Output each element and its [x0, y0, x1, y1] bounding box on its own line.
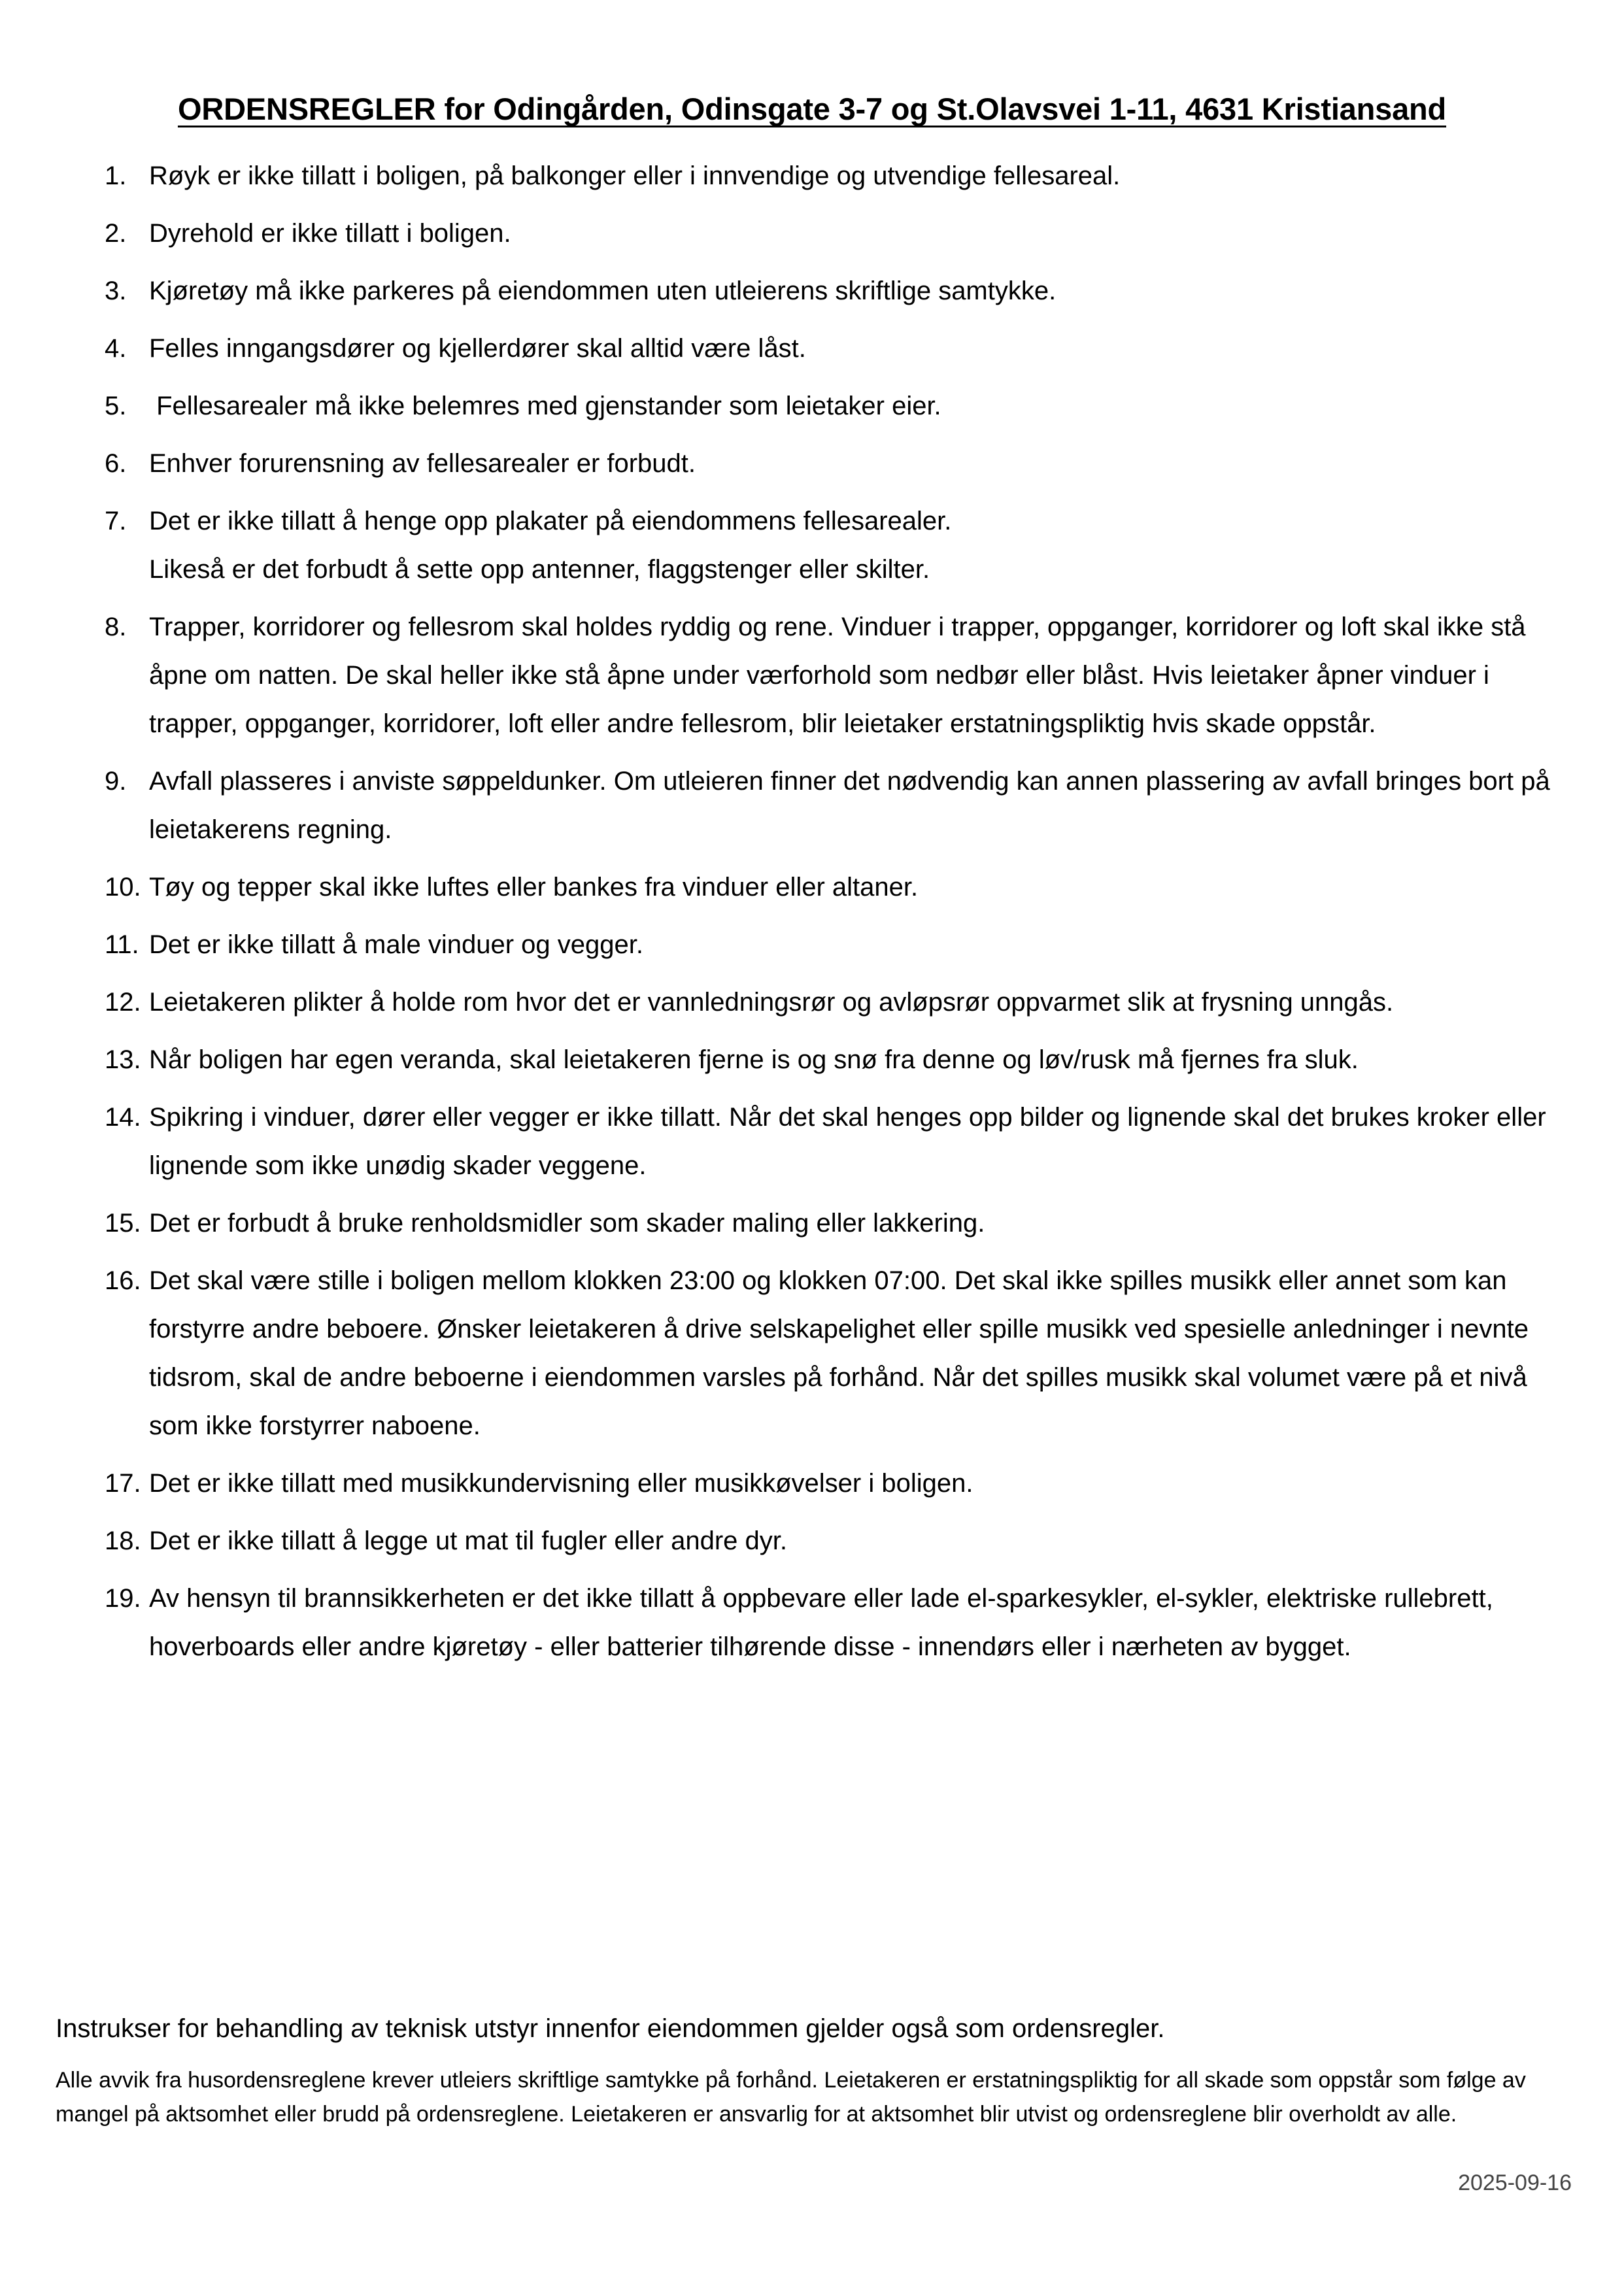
rule-paragraph: Dyrehold er ikke tillatt i boligen.: [149, 219, 511, 248]
rule-number: 18.: [105, 1527, 141, 1555]
rule-number: 10.: [105, 873, 141, 902]
rule-paragraph: Tøy og tepper skal ikke luftes eller bankes fra vinduer eller altaner.: [149, 873, 919, 902]
rule-body: [149, 324, 1569, 373]
rule-number: 1.: [105, 161, 127, 190]
rule-paragraph: Av hensyn til brannsikkerheten er det ikke tillatt å oppbevare eller lade el-sparkesykler, el-sykler, elektriske rullebrett, hoverboards eller andre kjøretøy - eller batterier tilhørende disse - innendørs eller i nærheten av bygget.: [149, 1584, 1493, 1661]
closing-statement: Instrukser for behandling av teknisk utstyr innenfor eiendommen gjelder også som ordensregler.: [56, 2014, 1165, 2043]
rule-body: [149, 382, 1569, 430]
rule-number: 16.: [105, 1266, 141, 1295]
rule-number: 3.: [105, 277, 127, 305]
rule-body: [149, 1517, 1569, 1565]
rule-number: 13.: [105, 1045, 141, 1074]
rule-body: [149, 920, 1569, 969]
rule-number: 5.: [105, 392, 127, 420]
rule-paragraph: Fellesarealer må ikke belemres med gjenstander som leietaker eier.: [156, 392, 941, 420]
page-title-text: ORDENSREGLER for Odingården, Odinsgate 3-7 og St.Olavsvei 1-11, 4631 Kristiansand: [177, 92, 1447, 127]
rule-body: [149, 603, 1569, 748]
rule-body: [149, 1257, 1569, 1450]
rule-body: [149, 1036, 1569, 1084]
rule-number: 2.: [105, 219, 127, 248]
rule-item: [0, 152, 1624, 200]
rule-body: [149, 497, 1569, 594]
rule-body: [149, 863, 1569, 911]
rule-paragraph: Det skal være stille i boligen mellom klokken 23:00 og klokken 07:00. Det skal ikke spilles musikk eller annet som kan forstyrre andre beboere. Ønsker leietakeren å drive selskapelighet eller spille musikk ved spesielle anledninger i nevnte tidsrom, skal de andre beboerne i eiendommen varsles på forhånd. Når det spilles musikk skal volumet være på et nivå som ikke forstyrrer naboene.: [149, 1266, 1529, 1440]
rule-paragraph: Likeså er det forbudt å sette opp antenner, flaggstenger eller skilter.: [149, 555, 930, 584]
rule-paragraph: Det er ikke tillatt å male vinduer og vegger.: [149, 930, 643, 959]
rule-paragraph: Det er forbudt å bruke renholdsmidler som skader maling eller lakkering.: [149, 1209, 985, 1238]
rule-item: [0, 978, 1624, 1026]
rules-list: [0, 152, 1624, 1680]
rule-paragraph: Når boligen har egen veranda, skal leietakeren fjerne is og snø fra denne og løv/rusk må fjernes fra sluk.: [149, 1045, 1359, 1074]
rule-paragraph: Spikring i vinduer, dører eller vegger er ikke tillatt. Når det skal henges opp bilder og lignende skal det brukes kroker eller lignende som ikke unødig skader veggene.: [149, 1103, 1546, 1180]
rule-paragraph: Felles inngangsdører og kjellerdører skal alltid være låst.: [149, 334, 806, 363]
rule-number: 12.: [105, 988, 141, 1017]
rule-item: [0, 324, 1624, 373]
rule-item: [0, 603, 1624, 748]
rule-number: 19.: [105, 1584, 141, 1613]
rule-item: [0, 209, 1624, 258]
rule-item: [0, 497, 1624, 594]
rule-body: [149, 267, 1569, 315]
rule-item: [0, 863, 1624, 911]
rule-body: [149, 1574, 1569, 1671]
rule-body: [149, 757, 1569, 854]
rule-number: 11.: [105, 930, 139, 959]
rule-paragraph: Trapper, korridorer og fellesrom skal holdes ryddig og rene. Vinduer i trapper, oppganger, korridorer og loft skal ikke stå åpne om natten. De skal heller ikke stå åpne under værforhold som nedbør eller blåst. Hvis leietaker åpner vinduer i trapper, oppganger, korridorer, loft eller andre fellesrom, blir leietaker erstatningspliktig hvis skade oppstår.: [149, 613, 1526, 738]
rule-number: 17.: [105, 1469, 141, 1498]
rule-number: 9.: [105, 767, 127, 796]
rule-item: [0, 1199, 1624, 1247]
rule-item: [0, 382, 1624, 430]
rule-item: [0, 1574, 1624, 1671]
rule-paragraph: Enhver forurensning av fellesarealer er forbudt.: [149, 449, 696, 478]
rule-paragraph: Det er ikke tillatt å legge ut mat til fugler eller andre dyr.: [149, 1527, 788, 1555]
rule-body: [149, 152, 1569, 200]
rule-paragraph: Avfall plasseres i anviste søppeldunker. Om utleieren finner det nødvendig kan annen plassering av avfall bringes bort på leietakerens regning.: [149, 767, 1550, 844]
rule-paragraph: Røyk er ikke tillatt i boligen, på balkonger eller i innvendige og utvendige fellesareal.: [149, 161, 1121, 190]
rule-paragraph: Det er ikke tillatt med musikkundervisning eller musikkøvelser i boligen.: [149, 1469, 973, 1498]
rule-item: [0, 1093, 1624, 1190]
rule-number: 8.: [105, 613, 127, 641]
rule-paragraph: Kjøretøy må ikke parkeres på eiendommen uten utleierens skriftlige samtykke.: [149, 277, 1057, 305]
rule-body: [149, 1093, 1569, 1190]
rule-paragraph: Det er ikke tillatt å henge opp plakater på eiendommens fellesarealer.: [149, 507, 952, 535]
rule-item: [0, 267, 1624, 315]
rule-item: [0, 920, 1624, 969]
rule-body: [149, 209, 1569, 258]
rule-item: [0, 1459, 1624, 1508]
rule-item: [0, 439, 1624, 488]
rule-body: [149, 978, 1569, 1026]
rule-body: [149, 439, 1569, 488]
rule-body: [149, 1459, 1569, 1508]
page-title: [0, 91, 1624, 127]
rule-number: 4.: [105, 334, 127, 363]
document-date: 2025-09-16: [1458, 2170, 1572, 2195]
rule-item: [0, 1517, 1624, 1565]
rule-item: [0, 757, 1624, 854]
rule-item: [0, 1257, 1624, 1450]
closing-fine-print: Alle avvik fra husordensreglene krever utleiers skriftlige samtykke på forhånd. Leietakeren er erstatningspliktig for all skade som oppstår som følge av mangel på aktsomhet eller brudd på ordensreglene. Leietakeren er ansvarlig for at aktsomhet blir utvist og ordensreglene blir overholdt av alle.: [56, 2068, 1526, 2127]
rule-body: [149, 1199, 1569, 1247]
rule-number: 7.: [105, 507, 127, 535]
rule-number: 15.: [105, 1209, 141, 1238]
rule-number: 6.: [105, 449, 127, 478]
rule-paragraph: Leietakeren plikter å holde rom hvor det er vannledningsrør og avløpsrør oppvarmet slik at frysning unngås.: [149, 988, 1394, 1017]
rule-number: 14.: [105, 1103, 141, 1132]
rule-item: [0, 1036, 1624, 1084]
